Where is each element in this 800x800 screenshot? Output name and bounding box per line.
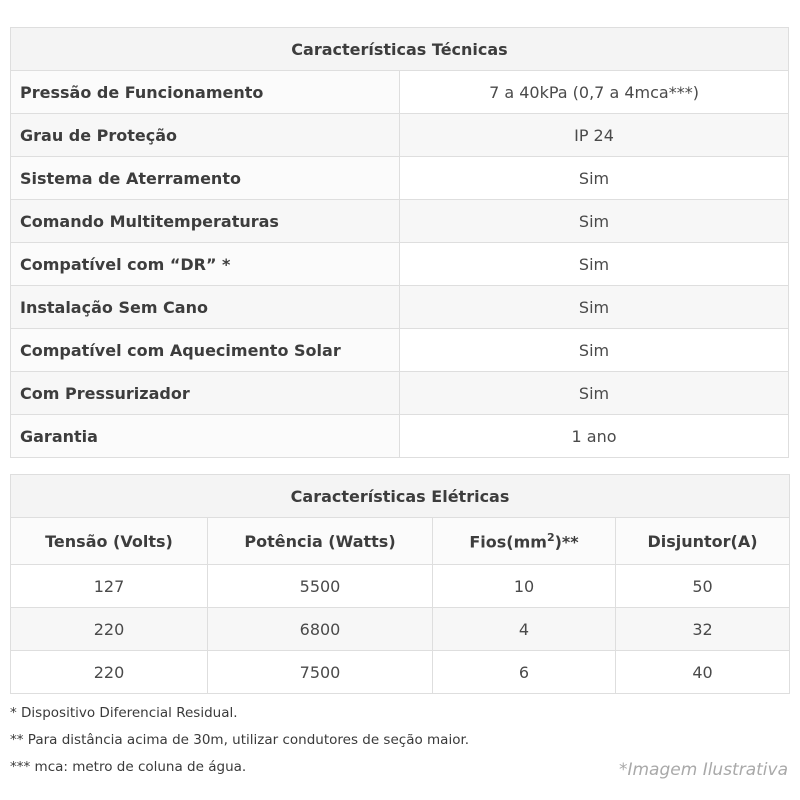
footnote-dr: * Dispositivo Diferencial Residual. <box>10 705 238 721</box>
table-row <box>11 415 789 458</box>
spec-label: Com Pressurizador <box>11 372 400 415</box>
electrical-table <box>10 474 790 694</box>
wires-label: Fios(mm <box>469 532 547 552</box>
cell-breaker: 32 <box>616 608 790 651</box>
cell-wires: 10 <box>433 565 616 608</box>
cell-voltage: 220 <box>11 608 208 651</box>
footnote-distance: ** Para distância acima de 30m, utilizar condutores de seção maior. <box>10 732 470 748</box>
table-row <box>11 114 789 157</box>
spec-label: Compatível com “DR” * <box>11 243 400 286</box>
footnote-mca: *** mca: metro de coluna de água. <box>10 759 247 775</box>
footnotes <box>10 700 469 781</box>
table-row <box>11 608 790 651</box>
spec-label: Pressão de Funcionamento <box>11 71 400 114</box>
spec-value: Sim <box>400 329 789 372</box>
technical-title-row <box>11 28 789 71</box>
spec-label: Comando Multitemperaturas <box>11 200 400 243</box>
electrical-title: Características Elétricas <box>11 475 790 518</box>
electrical-title-row <box>11 475 790 518</box>
column-header-breaker: Disjuntor(A) <box>616 518 790 565</box>
technical-table <box>10 27 789 458</box>
table-row <box>11 372 789 415</box>
spec-label: Grau de Proteção <box>11 114 400 157</box>
spec-value: 7 a 40kPa (0,7 a 4mca***) <box>400 71 789 114</box>
cell-wires: 4 <box>433 608 616 651</box>
wires-suffix: )** <box>554 532 579 552</box>
wires-superscript: 2 <box>546 530 555 544</box>
cell-breaker: 50 <box>616 565 790 608</box>
column-header-power: Potência (Watts) <box>208 518 433 565</box>
column-header-wires <box>433 518 616 565</box>
cell-voltage: 127 <box>11 565 208 608</box>
table-row <box>11 565 790 608</box>
cell-power: 6800 <box>208 608 433 651</box>
spec-label: Instalação Sem Cano <box>11 286 400 329</box>
spec-label: Garantia <box>11 415 400 458</box>
column-header-voltage: Tensão (Volts) <box>11 518 208 565</box>
spec-label: Sistema de Aterramento <box>11 157 400 200</box>
table-row <box>11 157 789 200</box>
illustrative-image-note: *Imagem Ilustrativa <box>618 760 788 780</box>
cell-voltage: 220 <box>11 651 208 694</box>
table-row <box>11 71 789 114</box>
table-row <box>11 243 789 286</box>
spec-value: Sim <box>400 243 789 286</box>
spec-value: Sim <box>400 200 789 243</box>
technical-title: Características Técnicas <box>11 28 789 71</box>
cell-wires: 6 <box>433 651 616 694</box>
table-row <box>11 200 789 243</box>
cell-breaker: 40 <box>616 651 790 694</box>
cell-power: 7500 <box>208 651 433 694</box>
table-row <box>11 286 789 329</box>
spec-value: Sim <box>400 286 789 329</box>
table-row <box>11 329 789 372</box>
spec-value: 1 ano <box>400 415 789 458</box>
cell-power: 5500 <box>208 565 433 608</box>
spec-value: Sim <box>400 372 789 415</box>
spec-value: Sim <box>400 157 789 200</box>
electrical-header-row <box>11 518 790 565</box>
spec-value: IP 24 <box>400 114 789 157</box>
table-row <box>11 651 790 694</box>
spec-label: Compatível com Aquecimento Solar <box>11 329 400 372</box>
